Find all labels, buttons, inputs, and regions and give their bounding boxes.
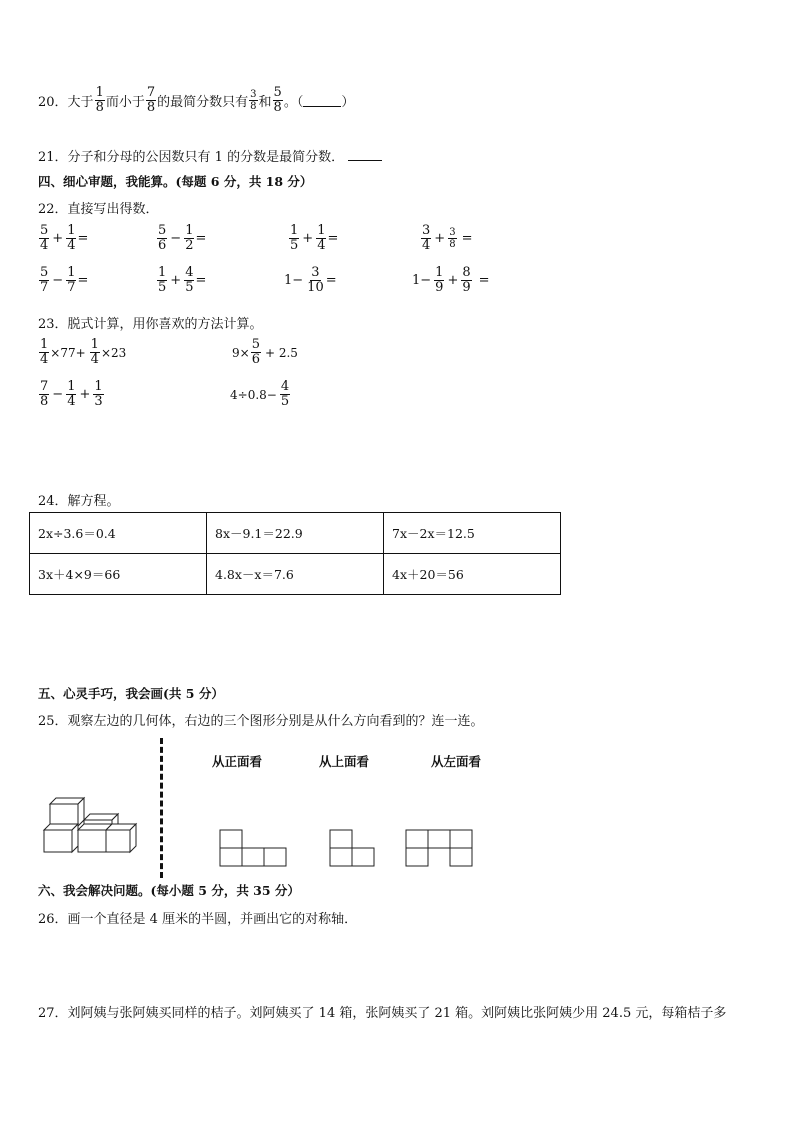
q20-text-4: 和 xyxy=(258,95,272,111)
q20-text-6: ） xyxy=(341,95,355,111)
equation-cell[interactable]: 2x÷3.6＝0.4 xyxy=(30,513,207,554)
calc-item: 1− $\frac{3}{10}$ = xyxy=(284,265,337,296)
calc-item: $\frac{3}{4}$ + $\frac{3}{8}$ = xyxy=(422,223,473,254)
view-label-front: 从正面看 xyxy=(212,754,263,769)
fraction: $\frac{7}{8}$ xyxy=(146,85,156,116)
equation-table xyxy=(29,512,561,595)
q20-text-5: 。（ xyxy=(283,95,304,111)
calc-item: $\frac{1}{5}$ + $\frac{4}{5}$ = xyxy=(158,265,207,296)
calc-item: 9× $\frac{5}{6}$ + 2.5 xyxy=(232,337,298,368)
q21-text: 21．分子和分母的公因数只有 1 的分数是最简分数． xyxy=(38,150,345,165)
q20-number: 20． xyxy=(38,95,68,111)
table-row xyxy=(30,554,561,595)
view-shape-1[interactable] xyxy=(219,829,289,867)
fraction: $\frac{5}{8}$ xyxy=(273,85,282,116)
question-21 xyxy=(38,146,382,165)
calc-item: $\frac{5}{4}$ + $\frac{1}{4}$ = xyxy=(40,223,89,254)
question-27: 27．刘阿姨与张阿姨买同样的桔子。刘阿姨买了 14 箱，张阿姨买了 21 箱。刘阿姨比张阿姨少用 24.5 元，每箱桔子多 xyxy=(38,1006,727,1021)
answer-blank[interactable] xyxy=(303,94,341,107)
question-23-title: 23．脱式计算，用你喜欢的方法计算。 xyxy=(38,317,263,332)
answer-blank[interactable] xyxy=(348,148,382,161)
calc-item: $\frac{7}{8}$ − $\frac{1}{4}$ + $\frac{1}{3}$ xyxy=(40,379,103,410)
calc-item: $\frac{1}{4}$ ×77+ $\frac{1}{4}$ ×23 xyxy=(40,337,127,368)
section-4-heading: 四、细心审题，我能算。(每题 6 分，共 18 分） xyxy=(38,174,313,189)
view-label-left: 从左面看 xyxy=(431,754,482,769)
view-shape-3[interactable] xyxy=(405,829,475,867)
view-shape-2[interactable] xyxy=(329,829,377,867)
q20-text-2: 而小于 xyxy=(105,95,145,111)
view-label-top: 从上面看 xyxy=(319,754,370,769)
calc-item: 1− $\frac{1}{9}$ + $\frac{8}{9}$ = xyxy=(412,265,490,296)
question-22-title: 22．直接写出得数． xyxy=(38,202,159,217)
calc-item: $\frac{5}{7}$ − $\frac{1}{7}$ = xyxy=(40,265,89,296)
calc-item: 4÷0.8− $\frac{4}{5}$ xyxy=(230,379,290,410)
equation-cell[interactable]: 4x＋20＝56 xyxy=(384,554,561,595)
dashed-divider xyxy=(160,738,163,878)
question-26: 26．画一个直径是 4 厘米的半圆，并画出它的对称轴． xyxy=(38,912,358,927)
question-25-title: 25．观察左边的几何体，右边的三个图形分别是从什么方向看到的？连一连。 xyxy=(38,714,484,729)
equation-cell[interactable]: 8x－9.1＝22.9 xyxy=(207,513,384,554)
equation-cell[interactable]: 7x－2x＝12.5 xyxy=(384,513,561,554)
question-20 xyxy=(38,86,354,116)
calc-item: $\frac{1}{5}$ + $\frac{1}{4}$ = xyxy=(290,223,339,254)
fraction: $\frac{3}{8}$ xyxy=(250,89,257,113)
equation-cell[interactable]: 3x＋4×9＝66 xyxy=(30,554,207,595)
calc-item: $\frac{5}{6}$ − $\frac{1}{2}$ = xyxy=(158,223,207,254)
q20-text-1: 大于 xyxy=(67,95,94,111)
solid-figure-drawing xyxy=(40,792,144,854)
section-5-heading: 五、心灵手巧，我会画(共 5 分） xyxy=(38,686,224,701)
question-24-title: 24．解方程。 xyxy=(38,494,120,509)
q20-text-3: 的最简分数只有 xyxy=(157,95,249,111)
section-6-heading: 六、我会解决问题。(每小题 5 分，共 35 分） xyxy=(38,883,300,898)
fraction: $\frac{1}{8}$ xyxy=(95,85,104,116)
equation-cell[interactable]: 4.8x－x＝7.6 xyxy=(207,554,384,595)
table-row xyxy=(30,513,561,554)
